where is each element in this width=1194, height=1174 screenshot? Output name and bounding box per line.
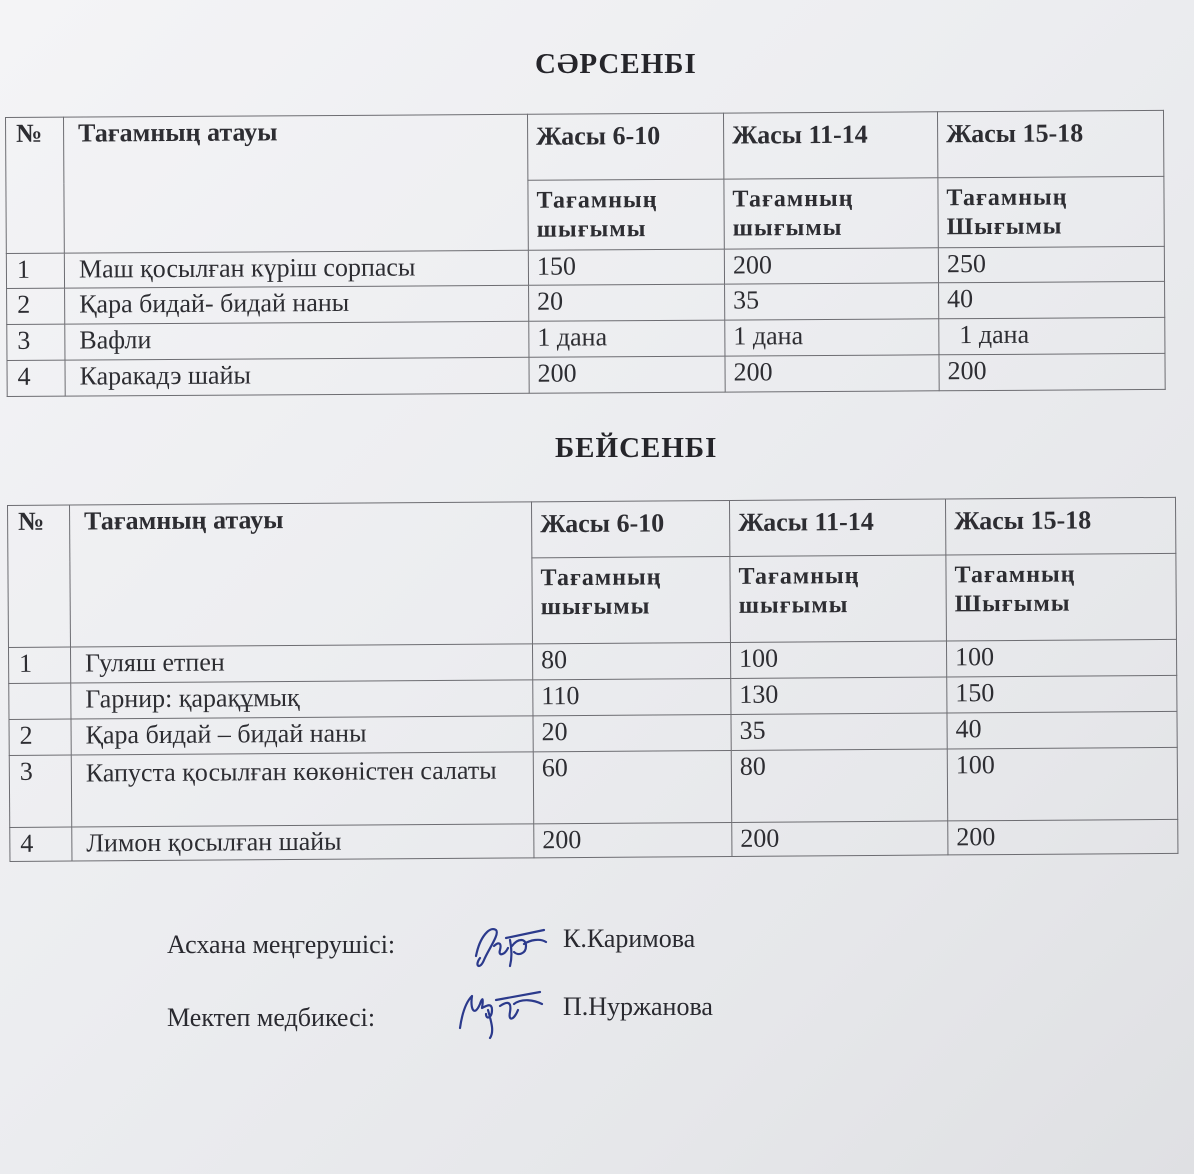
row-num (9, 683, 71, 719)
row-num: 4 (7, 360, 65, 396)
table-header-row (6, 110, 1164, 183)
col-header-num: № (8, 505, 71, 647)
signature-label-kitchen-head: Асхана меңгерушісі: (167, 930, 396, 959)
value-age-11-14: 130 (731, 677, 947, 715)
value-age-11-14: 100 (730, 641, 946, 679)
dish-name: Гуляш етпен (70, 644, 532, 683)
value-age-11-14: 200 (732, 821, 948, 857)
value-age-6-10: 20 (533, 714, 731, 751)
value-age-15-18: 200 (939, 353, 1165, 390)
col-header-age-15-18: Жасы 15-18 (945, 497, 1175, 555)
menu-table-thursday (7, 497, 1178, 862)
col-header-age-11-14: Жасы 11-14 (723, 112, 937, 179)
value-age-15-18: 100 (947, 747, 1177, 821)
table-row (7, 353, 1165, 396)
value-age-6-10: 1 дана (529, 320, 725, 357)
row-num: 1 (6, 253, 64, 288)
menu-table-wednesday (5, 110, 1166, 397)
day-title-thursday: БЕЙСЕНБІ (555, 432, 718, 464)
col-header-num: № (6, 117, 65, 253)
value-age-15-18: 40 (939, 281, 1165, 318)
value-age-15-18: 40 (947, 711, 1177, 749)
value-age-11-14: 35 (731, 713, 947, 751)
col-header-age-11-14: Жасы 11-14 (729, 499, 945, 557)
value-age-11-14: 1 дана (725, 319, 939, 356)
table-header-row (8, 497, 1176, 561)
day-title-wednesday: СӘРСЕНБІ (535, 48, 697, 80)
value-age-15-18: 150 (947, 675, 1177, 713)
value-age-11-14: 200 (725, 355, 939, 392)
col-header-age-15-18: Жасы 15-18 (937, 110, 1163, 177)
table-row (9, 747, 1177, 827)
col-subheader-yield: Тағамның Шығымы (946, 553, 1177, 641)
value-age-15-18: 200 (948, 819, 1178, 855)
col-header-dish: Тағамның атауы (64, 114, 529, 253)
table-row (10, 819, 1178, 861)
value-age-15-18: 250 (938, 246, 1164, 282)
value-age-6-10: 200 (529, 356, 725, 393)
signature-mark-school-nurse (452, 984, 552, 1044)
value-age-6-10: 80 (532, 642, 730, 679)
col-subheader-yield: Тағамның шығымы (532, 556, 731, 643)
col-subheader-yield: Тағамның шығымы (730, 555, 947, 643)
col-subheader-yield: Тағамның Шығымы (938, 176, 1164, 247)
signature-name-kitchen-head: К.Каримова (563, 924, 696, 953)
row-num: 3 (7, 324, 65, 360)
dish-name: Гарнир: қарақұмық (71, 680, 533, 719)
col-header-age-6-10: Жасы 6-10 (531, 500, 729, 557)
col-header-age-6-10: Жасы 6-10 (527, 113, 723, 180)
value-age-11-14: 80 (731, 749, 947, 823)
value-age-6-10: 110 (533, 678, 731, 715)
dish-name: Капуста қосылған көкөністен салаты (71, 752, 533, 827)
row-num: 2 (9, 719, 71, 755)
value-age-11-14: 35 (725, 283, 939, 320)
row-num: 4 (10, 827, 72, 861)
value-age-6-10: 200 (534, 822, 732, 857)
value-age-15-18: 100 (946, 639, 1176, 677)
dish-name: Каракадэ шайы (65, 357, 529, 396)
value-age-11-14: 200 (724, 248, 938, 284)
signature-name-school-nurse: П.Нуржанова (563, 992, 713, 1021)
value-age-6-10: 60 (533, 750, 731, 823)
signature-mark-kitchen-head (466, 916, 556, 978)
dish-name: Қара бидай – бидай наны (71, 716, 533, 755)
row-num: 1 (8, 647, 70, 683)
row-num: 3 (9, 755, 72, 827)
value-age-6-10: 150 (528, 249, 724, 285)
signature-label-school-nurse: Мектеп медбикесі: (167, 1003, 376, 1032)
dish-name: Қара бидай- бидай наны (65, 285, 529, 324)
dish-name: Маш қосылған күріш сорпасы (64, 250, 528, 288)
col-header-dish: Тағамның атауы (70, 502, 533, 647)
dish-name: Лимон қосылған шайы (72, 824, 534, 861)
dish-name: Вафли (65, 321, 529, 360)
col-subheader-yield: Тағамның шығымы (528, 179, 724, 250)
row-num: 2 (7, 288, 65, 324)
value-age-6-10: 20 (529, 284, 725, 321)
value-age-15-18: 1 дана (939, 317, 1165, 354)
col-subheader-yield: Тағамның шығымы (724, 178, 938, 249)
